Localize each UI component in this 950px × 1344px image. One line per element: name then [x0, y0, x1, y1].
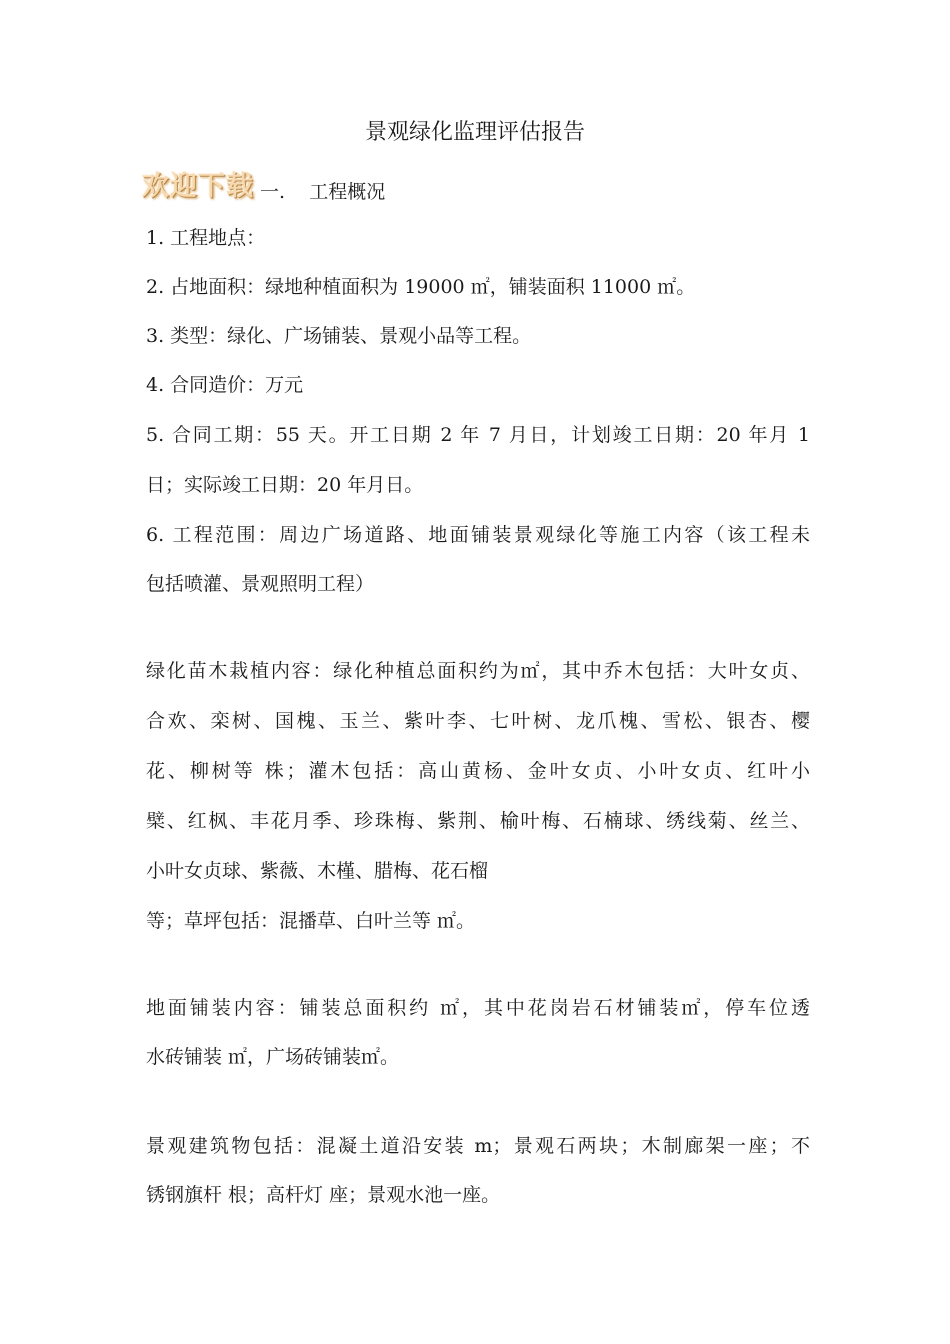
document-title: 景观绿化监理评估报告	[364, 120, 585, 145]
structures-paragraph-line: 锈钢旗杆 根；高杆灯 座；景观水池一座。	[146, 1184, 501, 1206]
overview-item: 5. 合同工期：55 天。开工日期 2 年 7 月日，计划竣工日期：20 年月 1	[146, 424, 810, 446]
greening-paragraph-line: 檗、红枫、丰花月季、珍珠梅、紫荆、榆叶梅、石楠球、绣线菊、丝兰、	[146, 810, 810, 832]
paving-paragraph-line: 地面铺装内容：铺装总面积约 ㎡，其中花岗岩石材铺装㎡，停车位透	[146, 997, 810, 1019]
overview-item-continuation: 包括喷灌、景观照明工程）	[146, 573, 375, 595]
greening-paragraph-line: 绿化苗木栽植内容：绿化种植总面积约为㎡，其中乔木包括：大叶女贞、	[146, 660, 810, 682]
greening-paragraph-line: 合欢、栾树、国槐、玉兰、紫叶李、七叶树、龙爪槐、雪松、银杏、樱	[146, 710, 810, 732]
overview-item: 4. 合同造价：万元	[146, 374, 304, 396]
overview-item: 2. 占地面积：绿地种植面积为 19000 ㎡，铺装面积 11000 ㎡。	[146, 276, 696, 298]
paving-paragraph-line: 水砖铺装 ㎡，广场砖铺装㎡。	[146, 1046, 400, 1068]
watermark-logo: 欢迎下载	[142, 171, 254, 202]
section-heading: 一. 工程概况	[260, 181, 386, 203]
structures-paragraph-line: 景观建筑物包括：混凝土道沿安装 m；景观石两块；木制廊架一座；不	[146, 1135, 810, 1157]
overview-item: 3. 类型：绿化、广场铺装、景观小品等工程。	[146, 325, 532, 347]
greening-paragraph-line: 等；草坪包括：混播草、白叶兰等 ㎡。	[146, 910, 476, 932]
overview-item: 1. 工程地点：	[146, 227, 266, 249]
overview-item: 6. 工程范围：周边广场道路、地面铺装景观绿化等施工内容（该工程未	[146, 524, 810, 546]
greening-paragraph-line: 花、柳树等 株；灌木包括：高山黄杨、金叶女贞、小叶女贞、红叶小	[146, 760, 810, 782]
overview-item-continuation: 日；实际竣工日期：20 年月日。	[146, 474, 424, 496]
greening-paragraph-line: 小叶女贞球、紫薇、木槿、腊梅、花石榴	[146, 860, 489, 882]
